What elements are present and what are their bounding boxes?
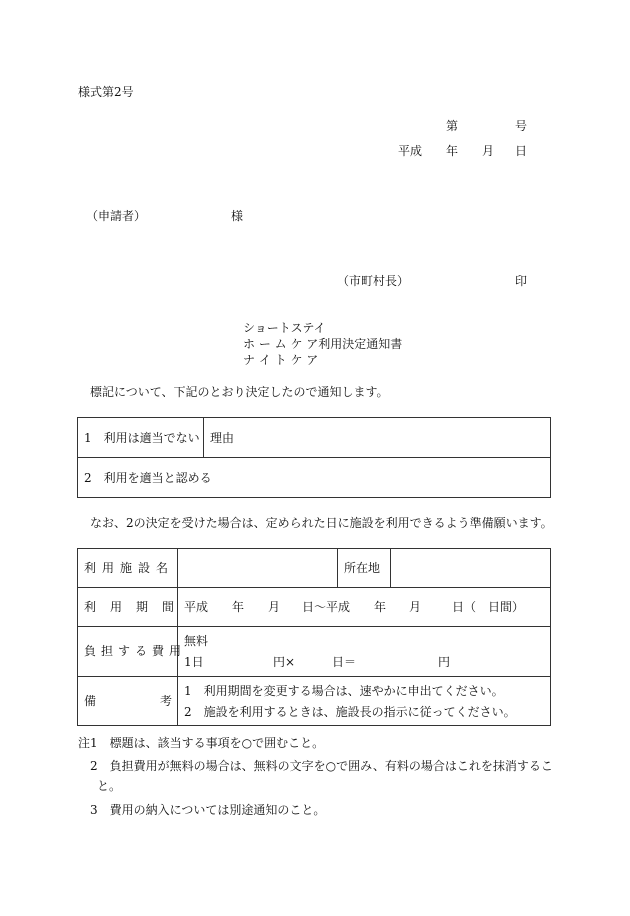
mayor-label: （市町村長） bbox=[337, 274, 410, 288]
cost-label: 負担する費用 bbox=[84, 644, 187, 658]
title-line2 bbox=[243, 336, 402, 352]
cost-free: 無料 bbox=[184, 634, 209, 648]
decision-table-divider bbox=[77, 457, 551, 458]
note-2-line2: と。 bbox=[97, 779, 122, 793]
cost-day: 1日 bbox=[184, 655, 204, 669]
period-label: 利用期間 bbox=[84, 600, 189, 614]
title-line2-suffix: 利用決定通知書 bbox=[318, 337, 403, 351]
period-month2: 月 bbox=[409, 600, 422, 614]
doc-number-dai: 第 bbox=[446, 119, 459, 133]
detail-table-hline-1 bbox=[77, 587, 551, 588]
notice-text: なお、2の決定を受けた場合は、定められた日に施設を利用できるよう準備願います。 bbox=[90, 516, 553, 530]
applicant-honorific: 様 bbox=[231, 209, 244, 223]
decision-row2-label: 2 利用を適当と認める bbox=[84, 471, 212, 485]
date-month: 月 bbox=[482, 144, 495, 158]
note-1: 注1 標題は、該当する事項を○で囲むこと。 bbox=[78, 736, 325, 750]
detail-table-hline-2 bbox=[77, 626, 551, 627]
date-day: 日 bbox=[515, 144, 528, 158]
period-year2: 年 bbox=[374, 600, 387, 614]
detail-table-vline-address-right bbox=[390, 548, 391, 587]
period-era1: 平成 bbox=[184, 600, 209, 614]
remarks-label-2: 考 bbox=[160, 694, 173, 708]
title-line1: ショートステイ bbox=[243, 321, 326, 335]
cost-yen-x: 円× bbox=[273, 655, 296, 669]
address-label: 所在地 bbox=[344, 561, 381, 575]
intro-text: 標記について、下記のとおり決定したので通知します。 bbox=[90, 385, 389, 399]
period-day1: 日～平成 bbox=[302, 600, 351, 614]
note-2-line1: 2 負担費用が無料の場合は、無料の文字を○で囲み、有料の場合はこれを抹消するこ bbox=[90, 759, 553, 773]
detail-table-vline-address-left bbox=[337, 548, 338, 587]
remarks-1: 1 利用期間を変更する場合は、速やかに申出てください。 bbox=[184, 684, 504, 698]
detail-table-vline-label bbox=[177, 548, 178, 726]
period-days: 日間） bbox=[488, 600, 525, 614]
doc-number-go: 号 bbox=[515, 119, 528, 133]
period-month1: 月 bbox=[268, 600, 281, 614]
facility-label: 利用施設名 bbox=[84, 561, 175, 575]
remarks-label-1: 備 bbox=[84, 694, 97, 708]
cost-days-eq: 日＝ bbox=[332, 655, 357, 669]
title-line2-prefix: ホ ー ム ケ ア bbox=[243, 337, 319, 351]
date-era: 平成 bbox=[398, 144, 423, 158]
applicant-label: （申請者） bbox=[86, 209, 147, 223]
decision-row1-label: 1 利用は適当でない bbox=[84, 431, 200, 445]
title-line3: ナ イ ト ケ ア bbox=[243, 353, 319, 367]
period-year1: 年 bbox=[232, 600, 245, 614]
seal-mark: 印 bbox=[515, 274, 528, 288]
decision-table-vdivider bbox=[203, 417, 204, 457]
note-3: 3 費用の納入については別途通知のこと。 bbox=[90, 803, 326, 817]
period-day2: 日（ bbox=[452, 600, 477, 614]
date-year: 年 bbox=[446, 144, 459, 158]
remarks-2: 2 施設を利用するときは、施設長の指示に従ってください。 bbox=[184, 705, 516, 719]
cost-yen: 円 bbox=[438, 655, 451, 669]
detail-table-hline-3 bbox=[77, 676, 551, 677]
decision-row1-reason: 理由 bbox=[210, 431, 235, 445]
form-number: 様式第2号 bbox=[78, 85, 134, 99]
